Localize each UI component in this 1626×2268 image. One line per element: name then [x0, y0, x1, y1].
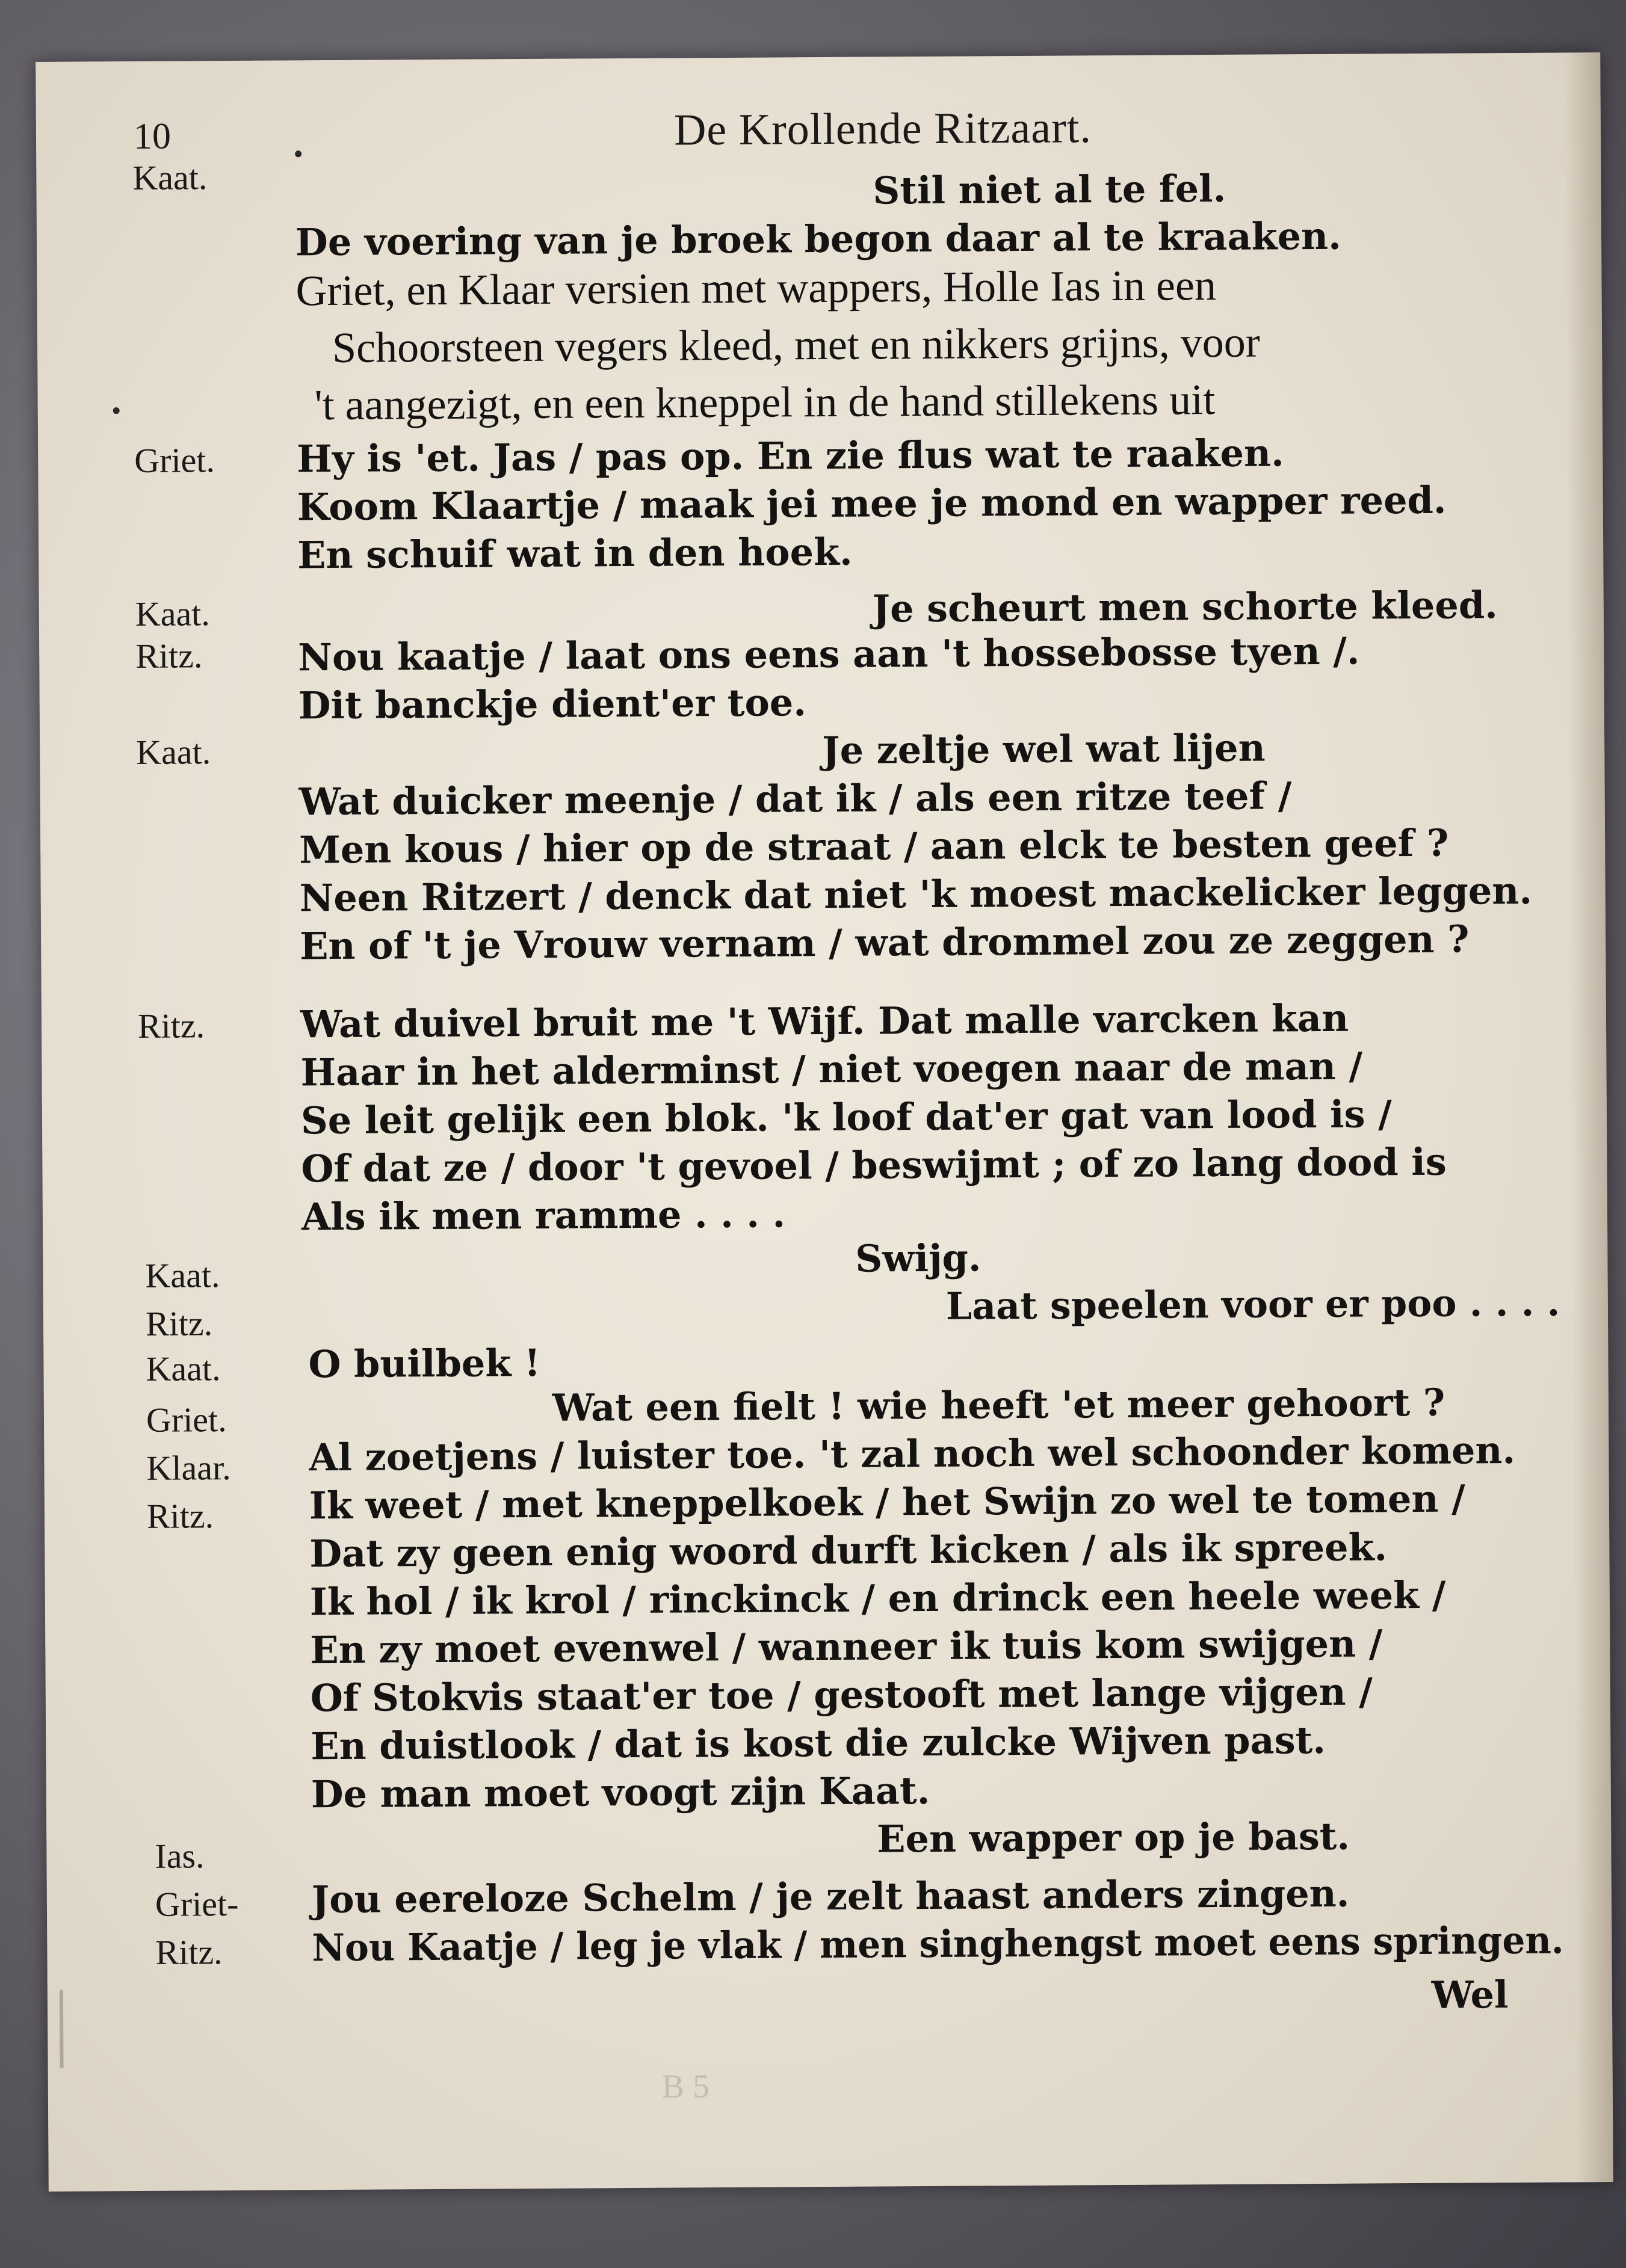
verse-line: Hy is 'et. Jas / pas op. En zie flus wat te raaken.	[297, 431, 1284, 481]
speaker-label: Klaar.	[146, 1448, 231, 1488]
verse-line: Al zoetjens / luister toe. 't zal noch wel schoonder komen.	[309, 1428, 1516, 1480]
verse-line: Dit banckje dient'er toe.	[298, 680, 807, 728]
running-head: De Krollende Ritzaart.	[673, 103, 1092, 155]
verse-line: Als ik men ramme . . . .	[301, 1192, 786, 1239]
stage-direction-line: Schoorsteen vegers kleed, met en nikkers grijns, voor	[332, 318, 1260, 372]
verse-line: En zy moet evenwel / wanneer ik tuis kom swijgen /	[310, 1621, 1383, 1672]
verse-line: Wat een fielt ! wie heeft 'et meer gehoort ?	[552, 1380, 1445, 1430]
stage-direction-line: Griet, en Klaar versien met wappers, Holle Ias in een	[295, 260, 1217, 315]
speaker-label: Ritz.	[146, 1496, 214, 1536]
speaker-label: Griet.	[146, 1400, 227, 1440]
pencil-mark	[60, 1989, 106, 2068]
verse-line: Ik hol / ik krol / rinckinck / en drinck een heele week /	[309, 1573, 1446, 1624]
speaker-label: Kaat.	[132, 158, 208, 197]
verse-line: En schuif wat in den hoek.	[297, 529, 853, 578]
verse-line: En of 't je Vrouw vernam / wat drommel zou ze zeggen ?	[299, 917, 1470, 969]
verse-line: Een wapper op je bast.	[877, 1814, 1350, 1861]
verse-line: Neen Ritzert / denck dat niet 'k moest mackelicker leggen.	[299, 868, 1533, 920]
book-page	[36, 52, 1613, 2192]
stage-direction-line: 't aangezigt, en een kneppel in de hand stillekens uit	[314, 375, 1216, 430]
verse-line: De man moet voogt zijn Kaat.	[311, 1768, 930, 1817]
verse-line: Haar in het alderminst / niet voegen naar de man /	[300, 1044, 1363, 1095]
verse-line: Ik weet / met kneppelkoek / het Swijn zo wel te tomen /	[309, 1476, 1465, 1528]
verse-line: Nou Kaatje / leg je vlak / men singhengst moet eens springen.	[312, 1918, 1564, 1970]
verse-line: En duistlook / dat is kost die zulcke Wijven past.	[311, 1718, 1326, 1769]
verse-line: Se leit gelijk een blok. 'k loof dat'er gat van lood is /	[300, 1092, 1392, 1143]
verse-line: Stil niet al te fel.	[873, 166, 1226, 213]
speaker-label: Ritz.	[135, 636, 203, 676]
verse-line: Of dat ze / door 't gevoel / beswijmt ; of zo lang dood is	[301, 1139, 1447, 1191]
page-number: 10	[133, 116, 172, 157]
verse-line: Koom Klaartje / maak jei mee je mond en wapper reed.	[297, 478, 1447, 529]
speaker-label: Ritz.	[155, 1932, 223, 1972]
printer-dot	[295, 150, 301, 157]
speaker-label: Griet.	[134, 440, 215, 480]
verse-line: O builbek !	[308, 1340, 541, 1387]
verse-line: De voering van je broek begon daar al te kraaken.	[295, 214, 1341, 265]
printer-dot	[113, 407, 120, 414]
verse-line: Je scheurt men schorte kleed.	[872, 583, 1498, 631]
verse-line: Wat duivel bruit me 't Wijf. Dat malle varcken kan	[300, 996, 1349, 1047]
speaker-label: Kaat.	[135, 594, 211, 633]
speaker-label: Griet-	[155, 1884, 239, 1924]
speaker-label: Kaat.	[146, 1349, 221, 1388]
catchword: Wel	[1431, 1973, 1509, 2017]
verse-line: Men kous / hier op de straat / aan elck te besten geef ?	[298, 821, 1449, 872]
verse-line: Dat zy geen enig woord durft kicken / als ik spreek.	[309, 1525, 1388, 1576]
speaker-label: Kaat.	[136, 732, 211, 772]
verse-line: Swijg.	[855, 1236, 981, 1281]
speaker-label: Ritz.	[137, 1006, 205, 1046]
verse-line: Laat speelen voor er poo . . . .	[945, 1280, 1560, 1328]
verse-line: Of Stokvis staat'er toe / gestooft met lange vijgen /	[310, 1669, 1373, 1721]
verse-line: Je zeltje wel wat lijen	[822, 726, 1266, 773]
verse-line: Wat duicker meenje / dat ik / als een ritze teef /	[298, 774, 1292, 824]
verse-line: Nou kaatje / laat ons eens aan 't hossebosse tyen /.	[298, 629, 1360, 680]
speaker-label: Ias.	[155, 1836, 205, 1876]
speaker-label: Ritz.	[145, 1304, 213, 1343]
bleed-through-signature: B 5	[661, 2068, 710, 2106]
speaker-label: Kaat.	[145, 1256, 220, 1295]
verse-line: Jou eereloze Schelm / je zelt haast anders zingen.	[311, 1871, 1350, 1922]
